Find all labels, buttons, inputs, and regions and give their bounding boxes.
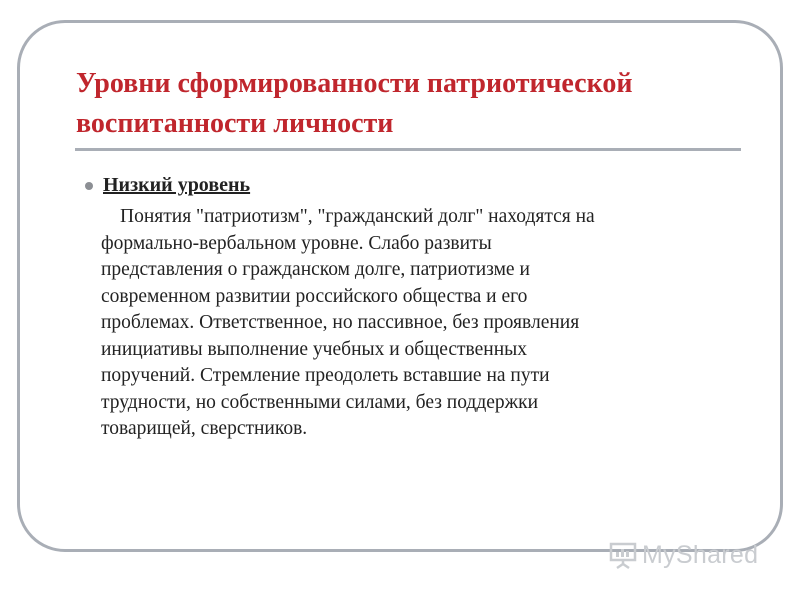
presentation-board-icon [608, 540, 638, 570]
body-line: представления о гражданском долге, патриотизме и [101, 259, 530, 280]
body-line: трудности, но собственными силами, без поддержки [101, 391, 539, 413]
title-divider [75, 148, 741, 151]
body-line: проблемах. Ответственное, но пассивное, без проявления [101, 312, 580, 333]
body-line: товарищей, сверстников. [101, 418, 308, 439]
bullet-heading: Низкий уровень [103, 174, 251, 196]
myshared-watermark [608, 538, 758, 572]
body-line: современном развитии российского общества и его [101, 285, 528, 307]
bullet-point-icon [85, 182, 93, 190]
body-line: инициативы выполнение учебных и общественных [101, 338, 528, 360]
slide-title-line-1: Уровни сформированности патриотической [76, 68, 633, 99]
slide-title-line-2: воспитанности личности [76, 108, 394, 139]
body-line: Понятия "патриотизм", "гражданский долг" находятся на [120, 206, 595, 227]
bullet-body-text [101, 204, 726, 443]
body-line: поручений. Стремление преодолеть вставшие на пути [101, 365, 550, 386]
body-line: формально-вербальном уровне. Слабо развиты [101, 232, 492, 254]
slide-title [76, 64, 756, 144]
watermark-text: MyShared [642, 540, 759, 569]
